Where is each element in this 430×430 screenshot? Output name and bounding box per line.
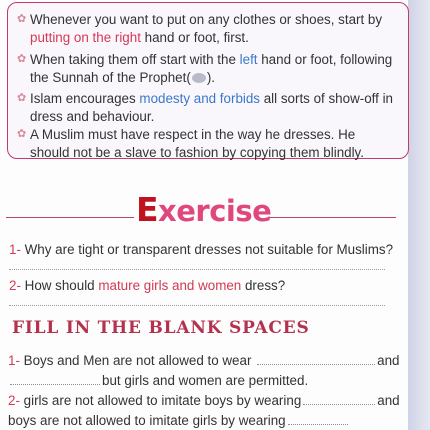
- note-4-text: A Muslim must have respect in the way he dresses. He should not be a slave to fashion by copying them blindly.: [30, 127, 364, 160]
- note-2-highlight: left: [239, 52, 258, 67]
- fill-3-number: 2-: [8, 393, 20, 408]
- exercise-heading: [136, 190, 271, 229]
- fill-in-blanks-heading: FILL IN THE BLANK SPACES: [12, 318, 310, 338]
- fill-3-text: girls are not allowed to imitate boys by wearing: [19, 393, 302, 408]
- fill-line-2: [8, 372, 308, 390]
- note-3-text-b: all sorts of show-off in dress and behaviour.: [30, 91, 393, 124]
- note-2-text-b: hand or foot, following the Sunnah of the Prophet(: [30, 52, 393, 85]
- fill-3-end: and: [377, 393, 400, 408]
- fill-line-3: [8, 392, 400, 410]
- blank-2b[interactable]: [288, 424, 348, 425]
- note-item-3: [17, 90, 396, 126]
- note-2-text-c: ).: [206, 70, 215, 85]
- note-1-text-a: Whenever you want to put on any clothes or shoes, start by: [30, 12, 383, 27]
- answer-line-2[interactable]: [9, 305, 385, 306]
- fill-2-text: but girls and women are permitted.: [102, 373, 309, 388]
- fill-line-1: [8, 352, 399, 370]
- note-item-2: [17, 51, 396, 87]
- page-edge-strip: [408, 0, 430, 430]
- note-1-text-b: hand or foot, first.: [140, 30, 249, 45]
- exercise-heading-initial: E: [136, 190, 159, 229]
- exercise-rule-left: [6, 217, 134, 218]
- pbuh-calligraphy-icon: [192, 73, 206, 83]
- flower-bullet-icon: ✿: [17, 128, 27, 140]
- question-2-number: 2-: [9, 278, 21, 293]
- flower-bullet-icon: ✿: [17, 53, 27, 65]
- exercise-heading-rest: xercise: [158, 194, 272, 228]
- note-3-text-a: Islam encourages: [30, 91, 140, 106]
- note-1-highlight: putting on the right: [30, 30, 141, 45]
- fill-1-end: and: [377, 353, 400, 368]
- fill-4-text: boys are not allowed to imitate girls by wearing: [8, 413, 286, 428]
- flower-bullet-icon: ✿: [17, 13, 27, 25]
- note-2-text-a: When taking them off start with the: [30, 52, 240, 67]
- note-item-4: [17, 126, 396, 162]
- fill-1-number: 1-: [8, 353, 20, 368]
- blank-1a[interactable]: [257, 364, 375, 365]
- question-2-highlight: mature girls and women: [98, 278, 242, 293]
- notes-box: [7, 2, 409, 159]
- flower-bullet-icon: ✿: [17, 92, 27, 104]
- question-2-text-a: How should: [24, 278, 99, 293]
- note-item-1: [17, 11, 396, 47]
- exercise-rule-right: [268, 217, 396, 218]
- question-1-number: 1-: [9, 242, 21, 257]
- question-2: [9, 277, 285, 295]
- answer-line-1[interactable]: [9, 269, 385, 270]
- question-1: [9, 241, 393, 259]
- fill-line-4: [8, 412, 350, 430]
- note-3-highlight: modesty and forbids: [139, 91, 261, 106]
- blank-1b[interactable]: [10, 384, 100, 385]
- fill-1-text: Boys and Men are not allowed to wear: [19, 353, 256, 368]
- blank-2a[interactable]: [303, 404, 375, 405]
- question-1-text: Why are tight or transparent dresses not suitable for Muslims?: [24, 242, 394, 257]
- question-2-text-b: dress?: [241, 278, 286, 293]
